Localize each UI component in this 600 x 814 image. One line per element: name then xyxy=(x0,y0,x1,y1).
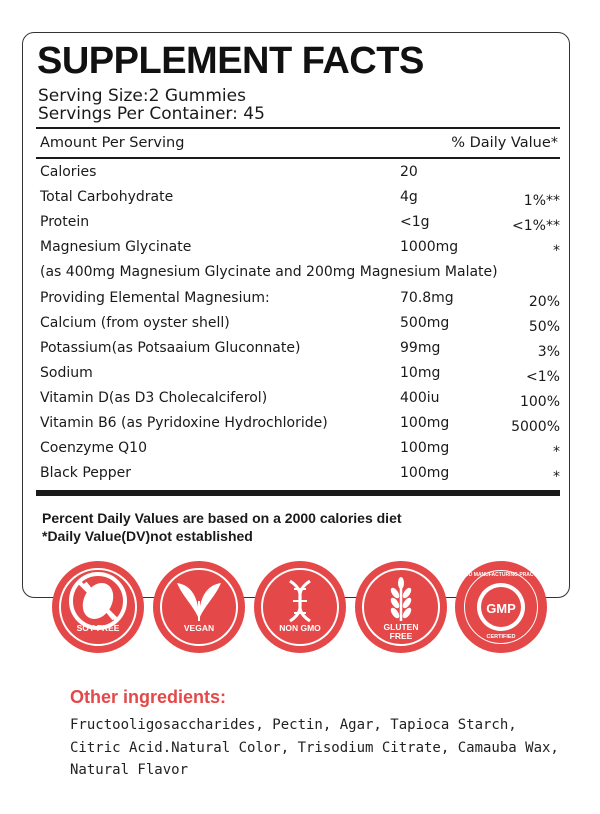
nutrient-name: Protein xyxy=(40,214,90,230)
thick-bottom-rule xyxy=(36,490,560,496)
nutrient-name: Vitamin D(as D3 Cholecalciferol) xyxy=(40,390,268,406)
ingredients-line: Citric Acid.Natural Color, Trisodium Citrate, Camauba Wax, xyxy=(70,739,559,756)
nutrient-amount: 100mg xyxy=(400,415,450,431)
other-ingredients-title: Other ingredients: xyxy=(70,687,227,707)
gmp-certified-badge xyxy=(455,561,547,653)
nutrient-name: Magnesium Glycinate xyxy=(40,239,192,255)
nutrient-dv: * xyxy=(553,243,560,259)
nutrient-dv: * xyxy=(553,444,560,460)
nutrient-dv: 20% xyxy=(528,294,560,310)
footnote-dv-not-established: *Daily Value(DV)not established xyxy=(42,528,253,544)
table-row xyxy=(40,365,560,390)
table-row xyxy=(40,315,560,340)
nutrient-dv: <1% xyxy=(526,369,560,385)
soy-bean-icon xyxy=(52,561,144,653)
table-row xyxy=(40,290,560,315)
other-ingredients-list xyxy=(70,714,590,782)
nutrient-name: Coenzyme Q10 xyxy=(40,440,147,456)
table-row xyxy=(40,390,560,415)
table-row xyxy=(40,340,560,365)
nutrient-name: Providing Elemental Magnesium: xyxy=(40,290,270,306)
table-row xyxy=(40,415,560,440)
nutrient-amount: 10mg xyxy=(400,365,441,381)
leaf-icon xyxy=(153,561,245,653)
table-row xyxy=(40,164,560,189)
amount-per-serving-header: Amount Per Serving xyxy=(40,135,185,151)
table-row xyxy=(40,189,560,214)
nutrient-name: Calories xyxy=(40,164,97,180)
gluten-free-badge xyxy=(355,561,447,653)
ingredients-line: Natural Flavor xyxy=(70,762,189,778)
table-row xyxy=(40,239,560,264)
daily-value-header: % Daily Value* xyxy=(451,135,558,151)
footnote-daily-values: Percent Daily Values are based on a 2000 calories diet xyxy=(42,510,402,526)
badge-label: GLUTEN FREE xyxy=(383,622,419,641)
nutrient-dv: 100% xyxy=(519,394,560,410)
serving-size: Serving Size:2 Gummies xyxy=(38,86,246,106)
gmp-label: GMP xyxy=(486,601,516,616)
header-rule xyxy=(36,127,560,129)
nutrient-dv: <1%** xyxy=(512,218,560,234)
gmp-ring-text-top: GOOD MANUFACTURING PRACTICE xyxy=(457,572,545,578)
header-bottom-rule xyxy=(36,157,560,159)
nutrient-amount: <1g xyxy=(400,214,430,230)
nutrient-name: Calcium (from oyster shell) xyxy=(40,315,230,331)
nutrient-amount: 1000mg xyxy=(400,239,459,255)
nutrient-amount: 100mg xyxy=(400,440,450,456)
nutrient-dv: 1%** xyxy=(523,193,560,209)
table-row xyxy=(40,264,560,289)
nutrient-amount: 100mg xyxy=(400,465,450,481)
nutrient-amount: 99mg xyxy=(400,340,441,356)
page-title: SUPPLEMENT FACTS xyxy=(37,40,424,82)
dna-icon xyxy=(254,561,346,653)
nutrient-amount: 20 xyxy=(400,164,418,180)
nutrient-dv: 5000% xyxy=(511,419,560,435)
badge-label: SOY FREE xyxy=(76,623,120,633)
vegan-badge xyxy=(153,561,245,653)
gmp-ring-text-bottom: CERTIFIED xyxy=(486,634,516,640)
soy-free-badge xyxy=(52,561,144,653)
nutrient-name: (as 400mg Magnesium Glycinate and 200mg Magnesium Malate) xyxy=(40,264,498,280)
nutrient-amount: 4g xyxy=(400,189,418,205)
nutrient-amount: 400iu xyxy=(400,390,440,406)
table-row xyxy=(40,440,560,465)
ingredients-line: Fructooligosaccharides, Pectin, Agar, Tapioca Starch, xyxy=(70,717,517,733)
nutrient-name: Black Pepper xyxy=(40,465,132,481)
table-row xyxy=(40,214,560,239)
badge-label: NON GMO xyxy=(279,623,321,633)
nutrient-dv: * xyxy=(553,469,560,485)
nutrient-amount: 70.8mg xyxy=(400,290,454,306)
nutrient-name: Vitamin B6 (as Pyridoxine Hydrochloride) xyxy=(40,415,328,431)
nutrient-amount: 500mg xyxy=(400,315,450,331)
non-gmo-badge xyxy=(254,561,346,653)
nutrient-dv: 3% xyxy=(537,344,560,360)
nutrient-name: Potassium(as Potsaaium Gluconnate) xyxy=(40,340,301,356)
table-row xyxy=(40,465,560,490)
servings-per-container: Servings Per Container: 45 xyxy=(38,104,265,124)
badge-label: VEGAN xyxy=(183,623,215,633)
nutrient-dv: 50% xyxy=(528,319,560,335)
nutrient-name: Sodium xyxy=(40,365,93,381)
nutrient-name: Total Carbohydrate xyxy=(40,189,174,205)
